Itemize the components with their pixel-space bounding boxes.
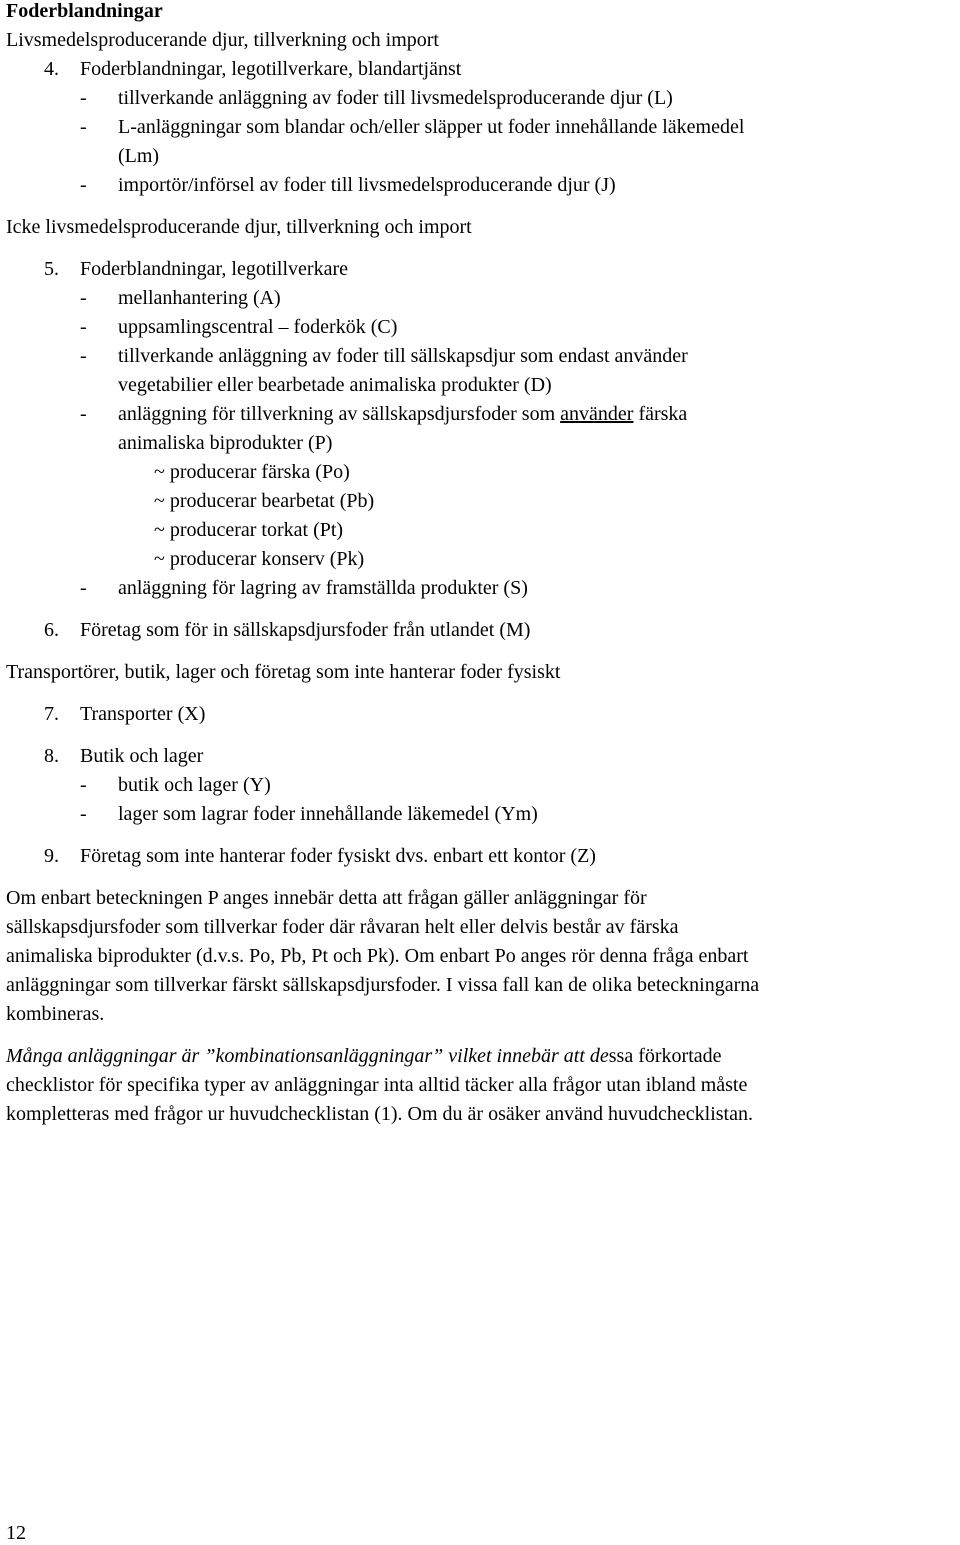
item-text: Foderblandningar, legotillverkare, blandartjänst: [80, 58, 462, 80]
list-item-continuation: (Lm): [118, 145, 160, 167]
item-number: 8.: [44, 745, 59, 767]
paragraph-line: sällskapsdjursfoder som tillverkar foder där råvaran helt eller delvis består av färska: [6, 916, 679, 938]
list-item: importör/införsel av foder till livsmedelsproducerande djur (J): [118, 174, 616, 196]
sub-list-item: ~ producerar bearbetat (Pb): [154, 490, 375, 512]
list-dash: -: [80, 316, 87, 338]
paragraph-line: [6, 1044, 722, 1068]
list-item: [118, 402, 687, 426]
item-text: Foderblandningar, legotillverkare: [80, 258, 348, 280]
item-number: 6.: [44, 619, 59, 641]
section-title-livsmedelsproducerande: Livsmedelsproducerande djur, tillverkning och import: [6, 29, 439, 51]
section-title-icke-livsmedelsproducerande: Icke livsmedelsproducerande djur, tillverkning och import: [6, 216, 472, 238]
underlined-word: använder: [560, 403, 634, 425]
list-dash: -: [80, 87, 87, 109]
italic-text: Många anläggningar är ”kombinationsanläggningar” vilket innebär att de: [6, 1045, 609, 1067]
paragraph-text: ssa förkortade: [608, 1045, 722, 1067]
paragraph-line: checklistor för specifika typer av anläggningar inta alltid täcker alla frågor utan ibland måste: [6, 1074, 748, 1096]
list-item: mellanhantering (A): [118, 287, 281, 309]
list-dash: -: [80, 174, 87, 196]
item-text: Företag som för in sällskapsdjursfoder från utlandet (M): [80, 619, 531, 641]
paragraph-line: animaliska biprodukter (d.v.s. Po, Pb, Pt och Pk). Om enbart Po anges rör denna fråga enbart: [6, 945, 749, 967]
sub-list-item: ~ producerar konserv (Pk): [154, 548, 365, 570]
page-number: 12: [6, 1522, 26, 1544]
list-dash: -: [80, 577, 87, 599]
section-title-transportorer: Transportörer, butik, lager och företag som inte hanterar foder fysiskt: [6, 661, 561, 683]
list-item: uppsamlingscentral – foderkök (C): [118, 316, 398, 338]
item-number: 4.: [44, 58, 59, 80]
list-dash: -: [80, 116, 87, 138]
list-item: anläggning för lagring av framställda produkter (S): [118, 577, 528, 599]
list-item: tillverkande anläggning av foder till livsmedelsproducerande djur (L): [118, 87, 673, 109]
list-item-continuation: animaliska biprodukter (P): [118, 432, 333, 454]
item-number: 5.: [44, 258, 59, 280]
sub-list-item: ~ producerar torkat (Pt): [154, 519, 344, 541]
list-item: tillverkande anläggning av foder till sällskapsdjur som endast använder: [118, 345, 688, 367]
item-number: 9.: [44, 845, 59, 867]
list-dash: -: [80, 345, 87, 367]
item-text: Företag som inte hanterar foder fysiskt dvs. enbart ett kontor (Z): [80, 845, 596, 867]
list-dash: -: [80, 287, 87, 309]
paragraph-line: Om enbart beteckningen P anges innebär detta att frågan gäller anläggningar för: [6, 887, 647, 909]
item-text: Transporter (X): [80, 703, 206, 725]
list-dash: -: [80, 774, 87, 796]
paragraph-line: anläggningar som tillverkar färskt sällskapsdjursfoder. I vissa fall kan de olika beteckningarna: [6, 974, 760, 996]
item-text: Butik och lager: [80, 745, 204, 767]
list-dash: -: [80, 403, 87, 425]
list-item-text: färska: [633, 403, 688, 425]
list-item: lager som lagrar foder innehållande läkemedel (Ym): [118, 803, 538, 825]
list-item-continuation: vegetabilier eller bearbetade animaliska produkter (D): [118, 374, 552, 396]
paragraph-line: kombineras.: [6, 1003, 105, 1025]
page-heading: Foderblandningar: [6, 0, 163, 22]
sub-list-item: ~ producerar färska (Po): [154, 461, 350, 483]
item-number: 7.: [44, 703, 59, 725]
list-item-text: anläggning för tillverkning av sällskapsdjursfoder som: [118, 403, 561, 425]
list-dash: -: [80, 803, 87, 825]
list-item: butik och lager (Y): [118, 774, 271, 796]
list-item: L-anläggningar som blandar och/eller släpper ut foder innehållande läkemedel: [118, 116, 745, 138]
paragraph-line: kompletteras med frågor ur huvudchecklistan (1). Om du är osäker använd huvudchecklistan.: [6, 1103, 753, 1125]
